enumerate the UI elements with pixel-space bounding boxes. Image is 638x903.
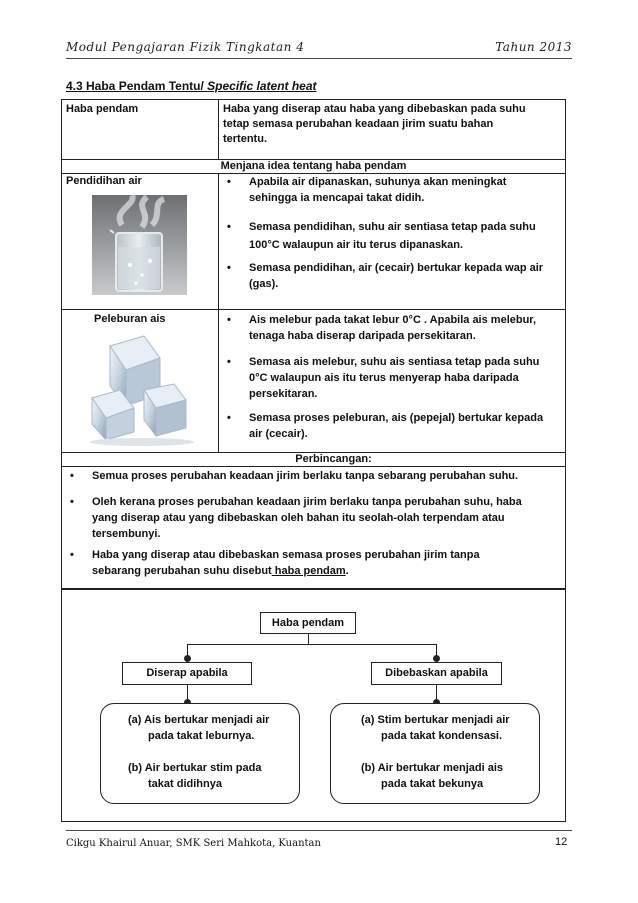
discussion-heading: Perbincangan:: [295, 453, 372, 465]
latent-heat-term: haba pendam: [271, 565, 346, 577]
definition-term: Haba pendam: [66, 103, 139, 115]
connector: [308, 634, 309, 644]
row-divider: [62, 309, 565, 310]
header-year: Tahun 2013: [495, 40, 572, 54]
page-header: [66, 40, 572, 60]
footer-author: Cikgu Khairul Anuar, SMK Seri Mahkota, Kuantan: [66, 838, 321, 849]
definition-text: Haba yang diserap atau haba yang dibebaskan pada suhu tetap semasa perubahan keadaan jirim suatu bahan tertentu.: [223, 103, 526, 145]
ice-cubes-image: [82, 328, 210, 448]
absorbed-examples-box: [100, 703, 300, 804]
connector: [187, 644, 437, 645]
row-divider: [62, 466, 565, 467]
absorbed-branch-box: Diserap apabila: [122, 662, 252, 685]
melting-label: Peleburan ais: [94, 313, 166, 325]
released-item: (a) Stim bertukar menjadi air pada takat kondensasi.: [361, 714, 510, 742]
col-divider: [218, 100, 219, 159]
released-branch-box: Dibebaskan apabila: [371, 662, 502, 685]
connector-node: [184, 655, 191, 662]
released-item: (b) Air bertukar menjadi ais pada takat bekunya: [361, 762, 504, 790]
ideas-heading: Menjana idea tentang haba pendam: [220, 160, 407, 172]
boiling-beaker-image: [92, 195, 187, 295]
boiling-label: Pendidihan air: [66, 175, 142, 187]
root-node-box: Haba pendam: [260, 612, 356, 634]
header-divider: [66, 58, 572, 59]
page-number: 12: [555, 836, 568, 848]
latent-heat-table: Haba pendam Haba yang diserap atau haba yang dibebaskan pada suhu tetap semasa perubahan keadaan jirim suatu bahan tertentu. Menjana idea tentang haba pendam Pendidihan air • Apabila air dipanaskan, suhunya akan meningkat sehingga ia mencapai takat didih. • Semasa pendidihan, suhu air sentiasa tetap pada suhu 100°C walaupun air itu terus dipanaskan. • Semasa pendidihan, air (cecair) bertukar kepada wap air (gas). Peleburan ais • Ais melebur pada takat lebur 0°C . Apabila ais melebur, tenaga haba diserap daripada persekitaran. • Semasa ais melebur, suhu ais sentiasa tetap pada suhu 0°C walaupun ais itu terus menyerap haba daripada persekitaran. • Semasa proses peleburan, ais (pepejal) bertukar kepada air (cecair). Perbincangan: • Semua proses perubahan keadaan jirim berlaku tanpa sebarang perubahan suhu. • Oleh kerana proses perubahan keadaan jirim berlaku tanpa perubahan suhu, haba yang diserap atau yang dibebaskan oleh bahan itu seolah-olah terpendam atau tersembunyi. • Haba yang diserap atau dibebaskan semasa proses perubahan jirim tanpa sebarang perubahan suhu disebut haba pendam.: [61, 99, 566, 590]
col-divider: [218, 173, 219, 452]
footer-divider: [66, 830, 572, 831]
released-examples-box: [330, 703, 540, 804]
absorbed-item: (a) Ais bertukar menjadi air pada takat leburnya.: [128, 714, 270, 742]
absorbed-item: (b) Air bertukar stim pada takat didihnya: [128, 762, 262, 790]
connector-node: [433, 655, 440, 662]
header-module-title: Modul Pengajaran Fizik Tingkatan 4: [66, 40, 305, 54]
section-title: 4.3 Haba Pendam Tentu/ Specific latent heat: [66, 79, 317, 93]
